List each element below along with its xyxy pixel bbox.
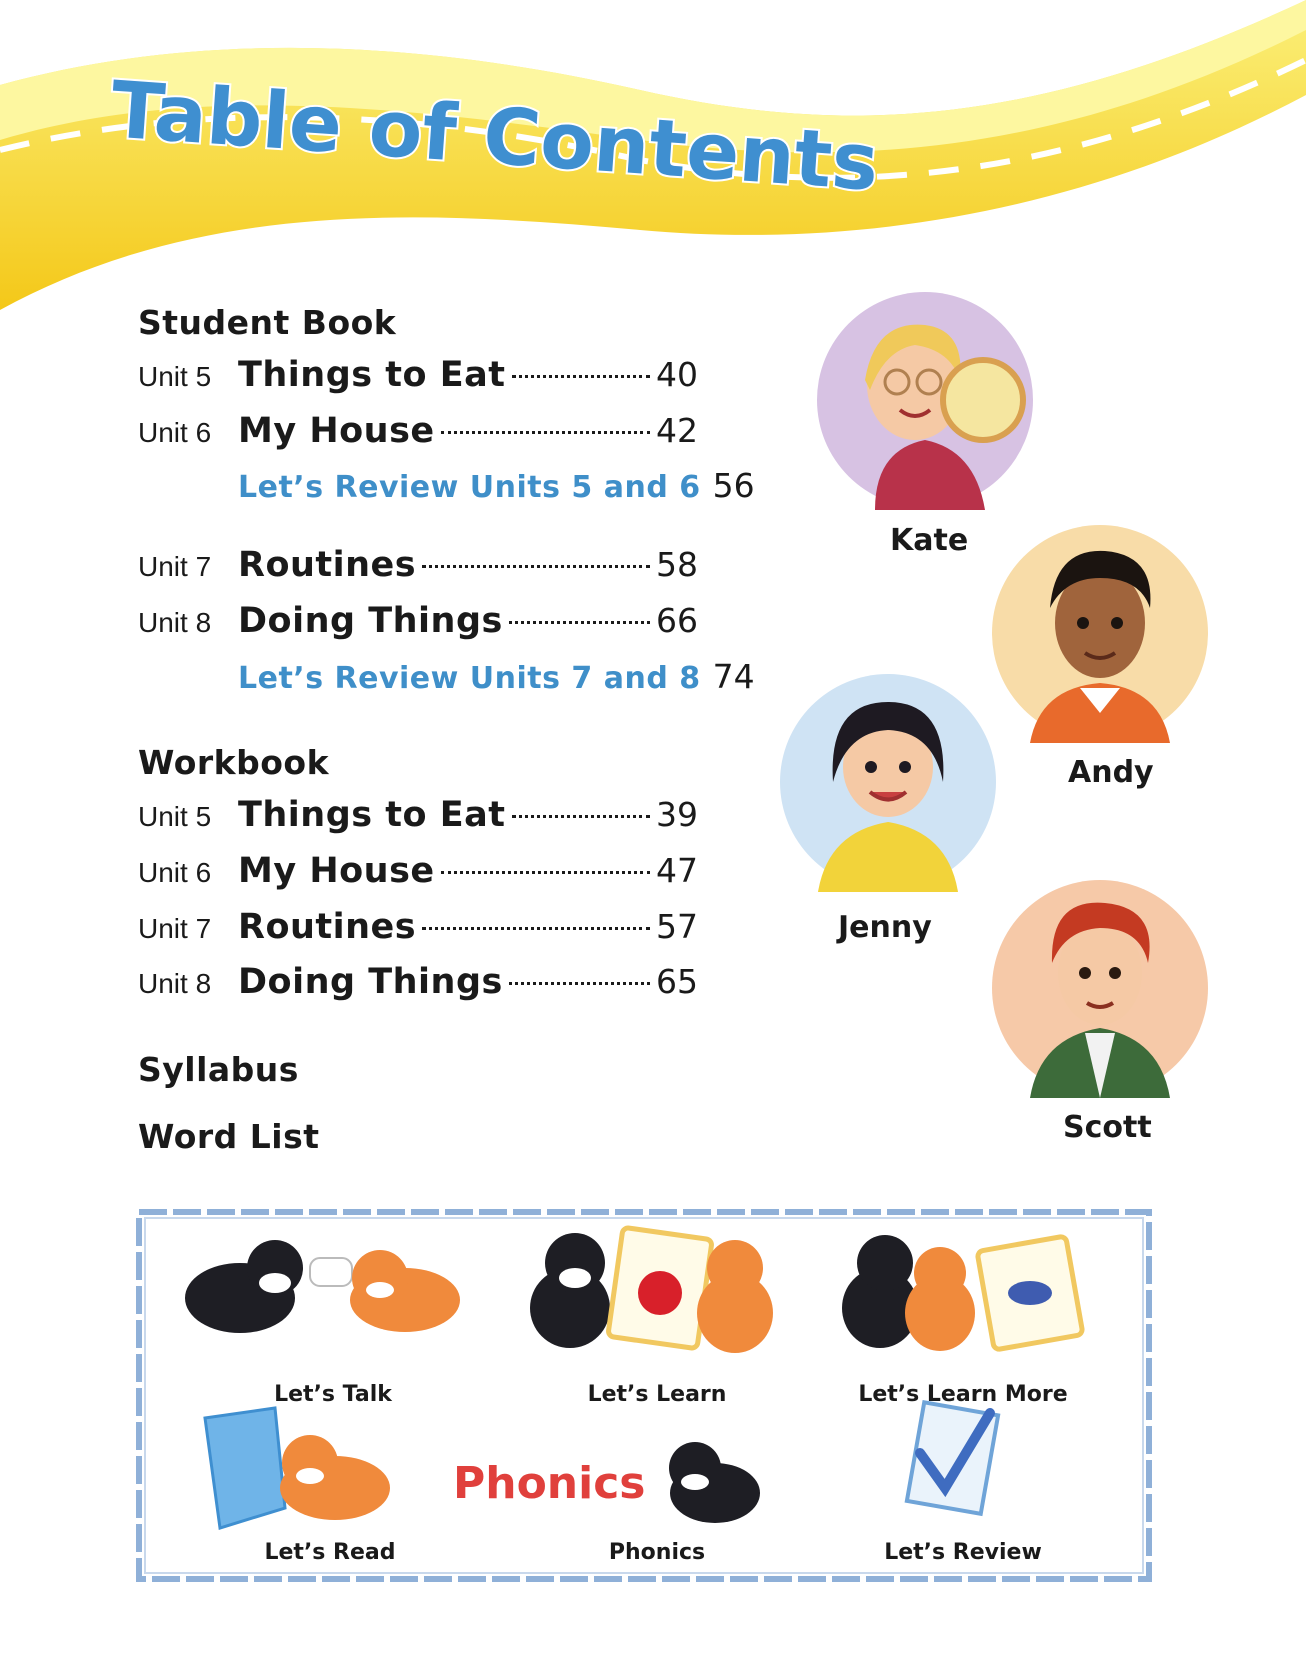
unit-label: Unit 6 [138, 417, 212, 448]
unit-label: Unit 7 [138, 551, 212, 582]
page-title [100, 60, 882, 220]
andy-portrait [990, 523, 1210, 743]
svg-text:Table of Contents: Table of Contents [108, 65, 882, 209]
toc-entry[interactable] [138, 601, 698, 651]
entry-title: Routines [238, 907, 417, 947]
toc-entry[interactable] [138, 795, 698, 845]
kate-portrait [815, 290, 1035, 510]
page-number: 57 [656, 907, 698, 946]
student-book-heading: Student Book [138, 303, 397, 342]
toc-review-entry[interactable] [238, 466, 755, 516]
unit-label: Unit 8 [138, 968, 212, 999]
workbook-heading: Workbook [138, 743, 330, 782]
page-number: 56 [712, 466, 755, 505]
dot-leader [512, 815, 651, 818]
unit-label: Unit 5 [138, 361, 212, 392]
legend-label-lets-learn: Let’s Learn [587, 1382, 727, 1407]
kate-label: Kate [890, 523, 969, 558]
dot-leader [512, 375, 651, 378]
entry-title: Things to Eat [238, 355, 506, 395]
page-number: 42 [656, 411, 698, 450]
legend-label-lets-review: Let’s Review [884, 1540, 1042, 1565]
toc-review-entry[interactable] [238, 657, 755, 707]
unit-label: Unit 6 [138, 857, 212, 888]
page-number: 65 [656, 962, 698, 1001]
lets-review-icon [907, 1402, 998, 1514]
jenny-label: Jenny [838, 910, 932, 945]
unit-label: Unit 5 [138, 801, 212, 832]
scott-label: Scott [1063, 1110, 1152, 1145]
entry-title: My House [238, 411, 435, 451]
toc-entry[interactable] [138, 355, 698, 405]
toc-entry[interactable] [138, 411, 698, 461]
lets-learn-icon [530, 1227, 773, 1353]
page-number: 40 [656, 355, 698, 394]
page-number: 66 [656, 601, 698, 640]
jenny-portrait [778, 672, 998, 892]
dot-leader [441, 871, 650, 874]
dot-leader [509, 982, 650, 985]
dot-leader [422, 927, 650, 930]
legend-label-lets-learn-more: Let’s Learn More [858, 1382, 1068, 1407]
dot-leader [422, 565, 650, 568]
entry-title: Doing Things [238, 601, 503, 641]
page-number: 39 [656, 795, 698, 834]
entry-title: Things to Eat [238, 795, 506, 835]
toc-entry[interactable] [138, 851, 698, 901]
page-number: 74 [712, 657, 755, 696]
unit-label: Unit 8 [138, 607, 212, 638]
legend-label-phonics: Phonics [608, 1540, 706, 1565]
entry-title: My House [238, 851, 435, 891]
andy-label: Andy [1068, 755, 1154, 790]
entry-title: Doing Things [238, 962, 503, 1002]
toc-entry[interactable] [138, 545, 698, 595]
svg-text:Phonics: Phonics [453, 1458, 646, 1509]
page-number: 58 [656, 545, 698, 584]
entry-title: Let’s Review Units 7 and 8 [238, 661, 701, 696]
dot-leader [441, 431, 650, 434]
word-list-link[interactable]: Word List [138, 1117, 320, 1156]
entry-title: Let’s Review Units 5 and 6 [238, 470, 701, 505]
unit-label: Unit 7 [138, 913, 212, 944]
legend-label-lets-talk: Let’s Talk [274, 1382, 392, 1407]
legend-label-lets-read: Let’s Read [264, 1540, 396, 1565]
scott-portrait [990, 878, 1210, 1098]
page-number: 47 [656, 851, 698, 890]
toc-entry[interactable] [138, 962, 698, 1012]
entry-title: Routines [238, 545, 417, 585]
syllabus-link[interactable]: Syllabus [138, 1050, 299, 1089]
dot-leader [509, 621, 650, 624]
toc-entry[interactable] [138, 907, 698, 957]
